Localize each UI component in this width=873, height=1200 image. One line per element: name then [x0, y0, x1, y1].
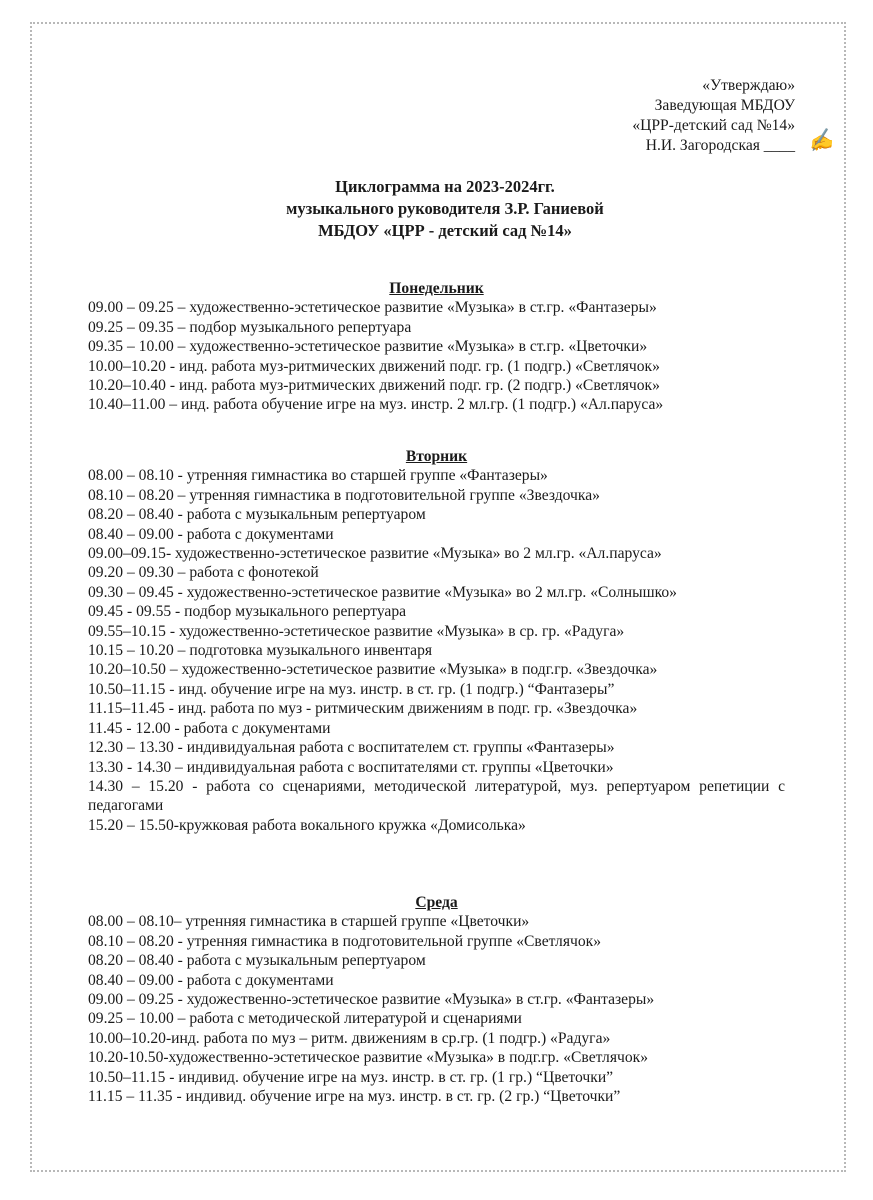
schedule-item: 11.15 – 11.35 - индивид. обучение игре на муз. инстр. в ст. гр. (2 гр.) “Цветочки” [88, 1088, 621, 1106]
schedule-item: 09.35 – 10.00 – художественно-эстетическое развитие «Музыка» в ст.гр. «Цветочки» [88, 338, 648, 356]
schedule-item: 09.25 – 09.35 – подбор музыкального репертуара [88, 318, 412, 336]
schedule-item: 10.20–10.50 – художественно-эстетическое развитие «Музыка» в подг.гр. «Звездочка» [88, 661, 658, 679]
schedule-item: 11.15–11.45 - инд. работа по муз - ритмическим движениям в подг. гр. «Звездочка» [88, 700, 638, 718]
approval-line: «Утверждаю» [702, 77, 795, 94]
schedule-item: 10.00–10.20-инд. работа по муз – ритм. движениям в ср.гр. (1 подгр.) «Радуга» [88, 1029, 611, 1047]
title-line: МБДОУ «ЦРР - детский сад №14» [318, 221, 572, 240]
schedule-item: 12.30 – 13.30 - индивидуальная работа с воспитателем ст. группы «Фантазеры» [88, 739, 615, 757]
schedule-item: 09.30 – 09.45 - художественно-эстетическое развитие «Музыка» во 2 мл.гр. «Солнышко» [88, 583, 677, 601]
schedule-item: 10.00–10.20 - инд. работа муз-ритмических движений подг. гр. (1 подгр.) «Светлячок» [88, 357, 660, 375]
signature: ✍ [806, 127, 836, 155]
schedule-item: 10.50–11.15 - инд. обучение игре на муз. инстр. в ст. гр. (1 подгр.) “Фантазеры” [88, 680, 615, 698]
title-line: музыкального руководителя З.Р. Ганиевой [286, 199, 604, 218]
schedule-item: 09.00–09.15- художественно-эстетическое развитие «Музыка» во 2 мл.гр. «Ал.паруса» [88, 545, 662, 563]
schedule-item: 10.50–11.15 - индивид. обучение игре на муз. инстр. в ст. гр. (1 гр.) “Цветочки” [88, 1068, 614, 1086]
schedule-item: 08.10 – 08.20 – утренняя гимнастика в подготовительной группе «Звездочка» [88, 486, 600, 504]
schedule-item: 10.40–11.00 – инд. работа обучение игре на муз. инстр. 2 мл.гр. (1 подгр.) «Ал.паруса» [88, 396, 664, 414]
schedule-item: 08.20 – 08.40 - работа с музыкальным репертуаром [88, 952, 426, 970]
schedule-item: 09.45 - 09.55 - подбор музыкального репертуара [88, 603, 407, 621]
day-section-wednesday [88, 893, 785, 1106]
schedule-item: 10.20–10.40 - инд. работа муз-ритмических движений подг. гр. (2 подгр.) «Светлячок» [88, 377, 660, 395]
schedule-item: 10.15 – 10.20 – подготовка музыкального инвентаря [88, 642, 433, 660]
schedule-item: 09.00 – 09.25 - художественно-эстетическое развитие «Музыка» в ст.гр. «Фантазеры» [88, 991, 655, 1009]
schedule-item: 08.20 – 08.40 - работа с музыкальным репертуаром [88, 506, 426, 524]
schedule-item: 09.00 – 09.25 – художественно-эстетическое развитие «Музыка» в ст.гр. «Фантазеры» [88, 299, 657, 317]
approval-line: «ЦРР-детский сад №14» [632, 117, 795, 134]
schedule-item: 08.10 – 08.20 - утренняя гимнастика в подготовительной группе «Светлячок» [88, 932, 602, 950]
approval-line: Н.И. Загородская ____ [645, 137, 795, 154]
day-section-monday [88, 279, 785, 415]
schedule-item: 10.20-10.50-художественно-эстетическое развитие «Музыка» в подг.гр. «Светлячок» [88, 1049, 649, 1067]
schedule-item: 08.00 – 08.10– утренняя гимнастика в старшей группе «Цветочки» [88, 913, 530, 931]
schedule-item: 08.40 – 09.00 - работа с документами [88, 525, 334, 543]
schedule-item: 13.30 - 14.30 – индивидуальная работа с воспитателями ст. группы «Цветочки» [88, 758, 614, 776]
approval-line: Заведующая МБДОУ [654, 97, 795, 114]
schedule-item: 11.45 - 12.00 - работа с документами [88, 719, 331, 737]
document-title [0, 176, 873, 242]
schedule-item: 09.55–10.15 - художественно-эстетическое развитие «Музыка» в ср. гр. «Радуга» [88, 622, 625, 640]
schedule-item: 15.20 – 15.50-кружковая работа вокального кружка «Домисолька» [88, 816, 526, 834]
schedule-item: 08.40 – 09.00 - работа с документами [88, 971, 334, 989]
day-heading: Вторник [405, 448, 468, 465]
schedule-item: 08.00 – 08.10 - утренняя гимнастика во старшей группе «Фантазеры» [88, 467, 548, 485]
day-section-tuesday [88, 447, 785, 835]
schedule-item: 09.25 – 10.00 – работа с методической литературой и сценариями [88, 1010, 522, 1028]
schedule-item: 14.30 – 15.20 - работа со сценариями, методической литературой, муз. репертуаром репетиции с педагогами [88, 777, 785, 815]
day-heading: Среда [415, 894, 458, 911]
schedule-item: 09.20 – 09.30 – работа с фонотекой [88, 564, 319, 582]
title-line: Циклограмма на 2023-2024гг. [335, 177, 555, 196]
day-heading: Понедельник [389, 280, 484, 297]
approval-block [632, 76, 795, 156]
